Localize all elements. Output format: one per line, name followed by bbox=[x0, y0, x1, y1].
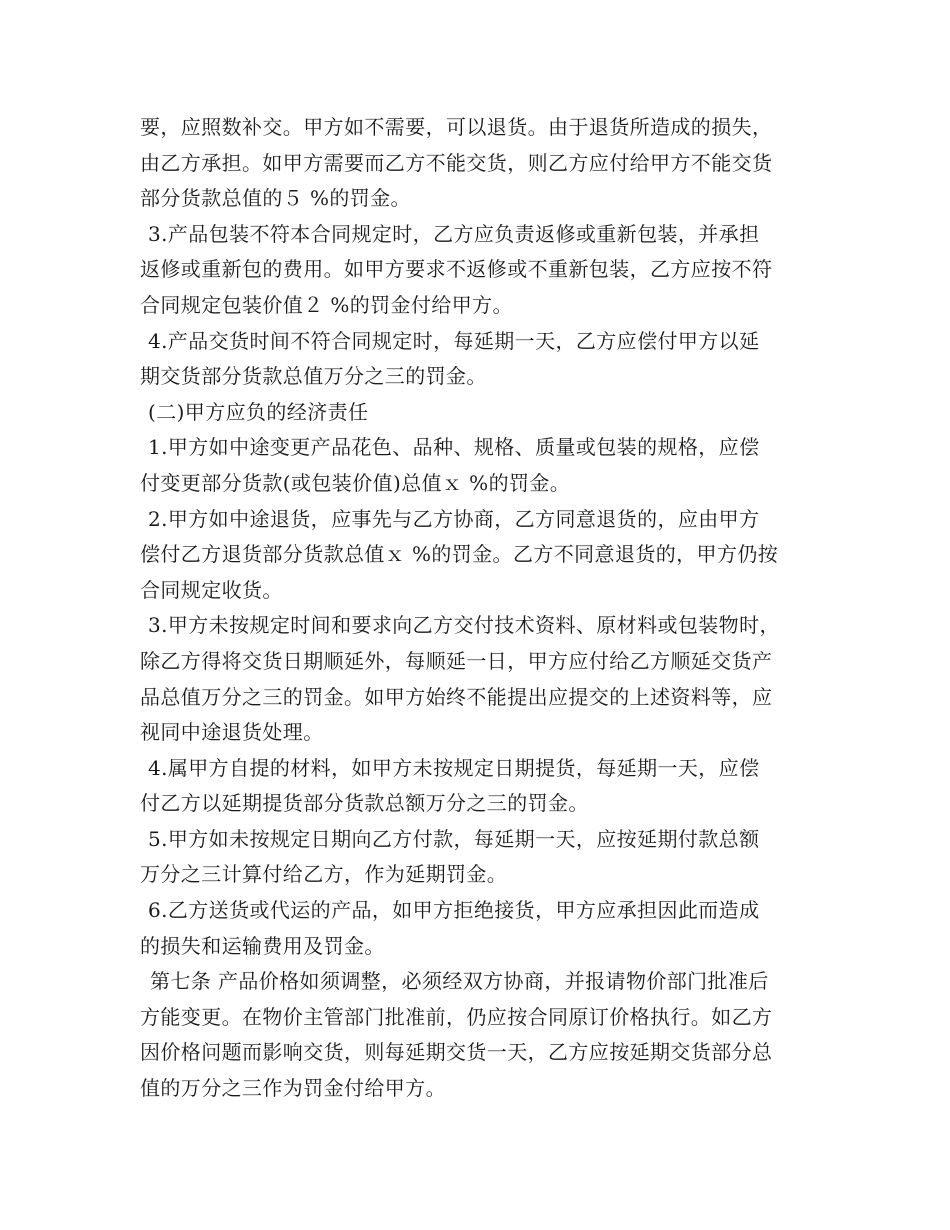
text-line: 付变更部分货款(或包装价值)总值ｘ %的罚金。 bbox=[140, 470, 571, 495]
text-line: 3.甲方未按规定时间和要求向乙方交付技术资料、原材料或包装物时， bbox=[148, 613, 780, 638]
text-line: 方能变更。在物价主管部门批准前，仍应按合同原订价格执行。如乙方 bbox=[140, 1004, 773, 1029]
text-line: 部分货款总值的５ %的罚金。 bbox=[140, 186, 411, 211]
text-line: 4.产品交货时间不符合同规定时，每延期一天，乙方应偿付甲方以延 bbox=[148, 328, 760, 353]
text-line: 除乙方得将交货日期顺延外，每顺延一日，甲方应付给乙方顺延交货产 bbox=[140, 648, 773, 673]
text-line: 5.甲方如未按规定日期向乙方付款，每延期一天，应按延期付款总额 bbox=[148, 826, 760, 851]
text-line: 3.产品包装不符本合同规定时，乙方应负责返修或重新包装，并承担 bbox=[148, 221, 760, 246]
section-heading: (二)甲方应负的经济责任 bbox=[148, 399, 369, 424]
text-line: 4.属甲方自提的材料，如甲方未按规定日期提货，每延期一天，应偿 bbox=[148, 755, 760, 780]
text-line: 1.甲方如中途变更产品花色、品种、规格、质量或包装的规格，应偿 bbox=[148, 435, 760, 460]
text-line: 万分之三计算付给乙方，作为延期罚金。 bbox=[140, 862, 508, 887]
document-body bbox=[140, 110, 820, 1107]
text-line: 视同中途退货处理。 bbox=[140, 720, 324, 745]
text-line: 因价格问题而影响交货，则每延期交货一天，乙方应按延期交货部分总 bbox=[140, 1040, 773, 1065]
text-line: 要，应照数补交。甲方如不需要，可以退货。由于退货所造成的损失， bbox=[140, 115, 773, 139]
text-line: 偿付乙方退货部分货款总值ｘ %的罚金。乙方不同意退货的，甲方仍按 bbox=[140, 542, 779, 567]
text-line: 2.甲方如中途退货，应事先与乙方协商，乙方同意退货的，应由甲方 bbox=[148, 506, 760, 531]
text-line: 品总值万分之三的罚金。如甲方始终不能提出应提交的上述资料等，应 bbox=[140, 684, 773, 709]
text-line: 值的万分之三作为罚金付给甲方。 bbox=[140, 1076, 446, 1101]
text-line: 的损失和运输费用及罚金。 bbox=[140, 933, 385, 958]
text-line: 合同规定包装价值２ %的罚金付给甲方。 bbox=[140, 292, 513, 317]
text-line: 合同规定收货。 bbox=[140, 577, 283, 602]
text-line: 付乙方以延期提货部分货款总额万分之三的罚金。 bbox=[140, 791, 589, 816]
text-line: 返修或重新包的费用。如甲方要求不返修或不重新包装，乙方应按不符 bbox=[140, 257, 773, 282]
text-line: 6.乙方送货或代运的产品，如甲方拒绝接货，甲方应承担因此而造成 bbox=[148, 898, 760, 923]
text-line: 期交货部分货款总值万分之三的罚金。 bbox=[140, 364, 487, 389]
text-line: 由乙方承担。如甲方需要而乙方不能交货，则乙方应付给甲方不能交货 bbox=[140, 150, 773, 175]
article-heading-line: 第七条 产品价格如须调整，必须经双方协商，并报请物价部门批准后 bbox=[150, 969, 769, 994]
